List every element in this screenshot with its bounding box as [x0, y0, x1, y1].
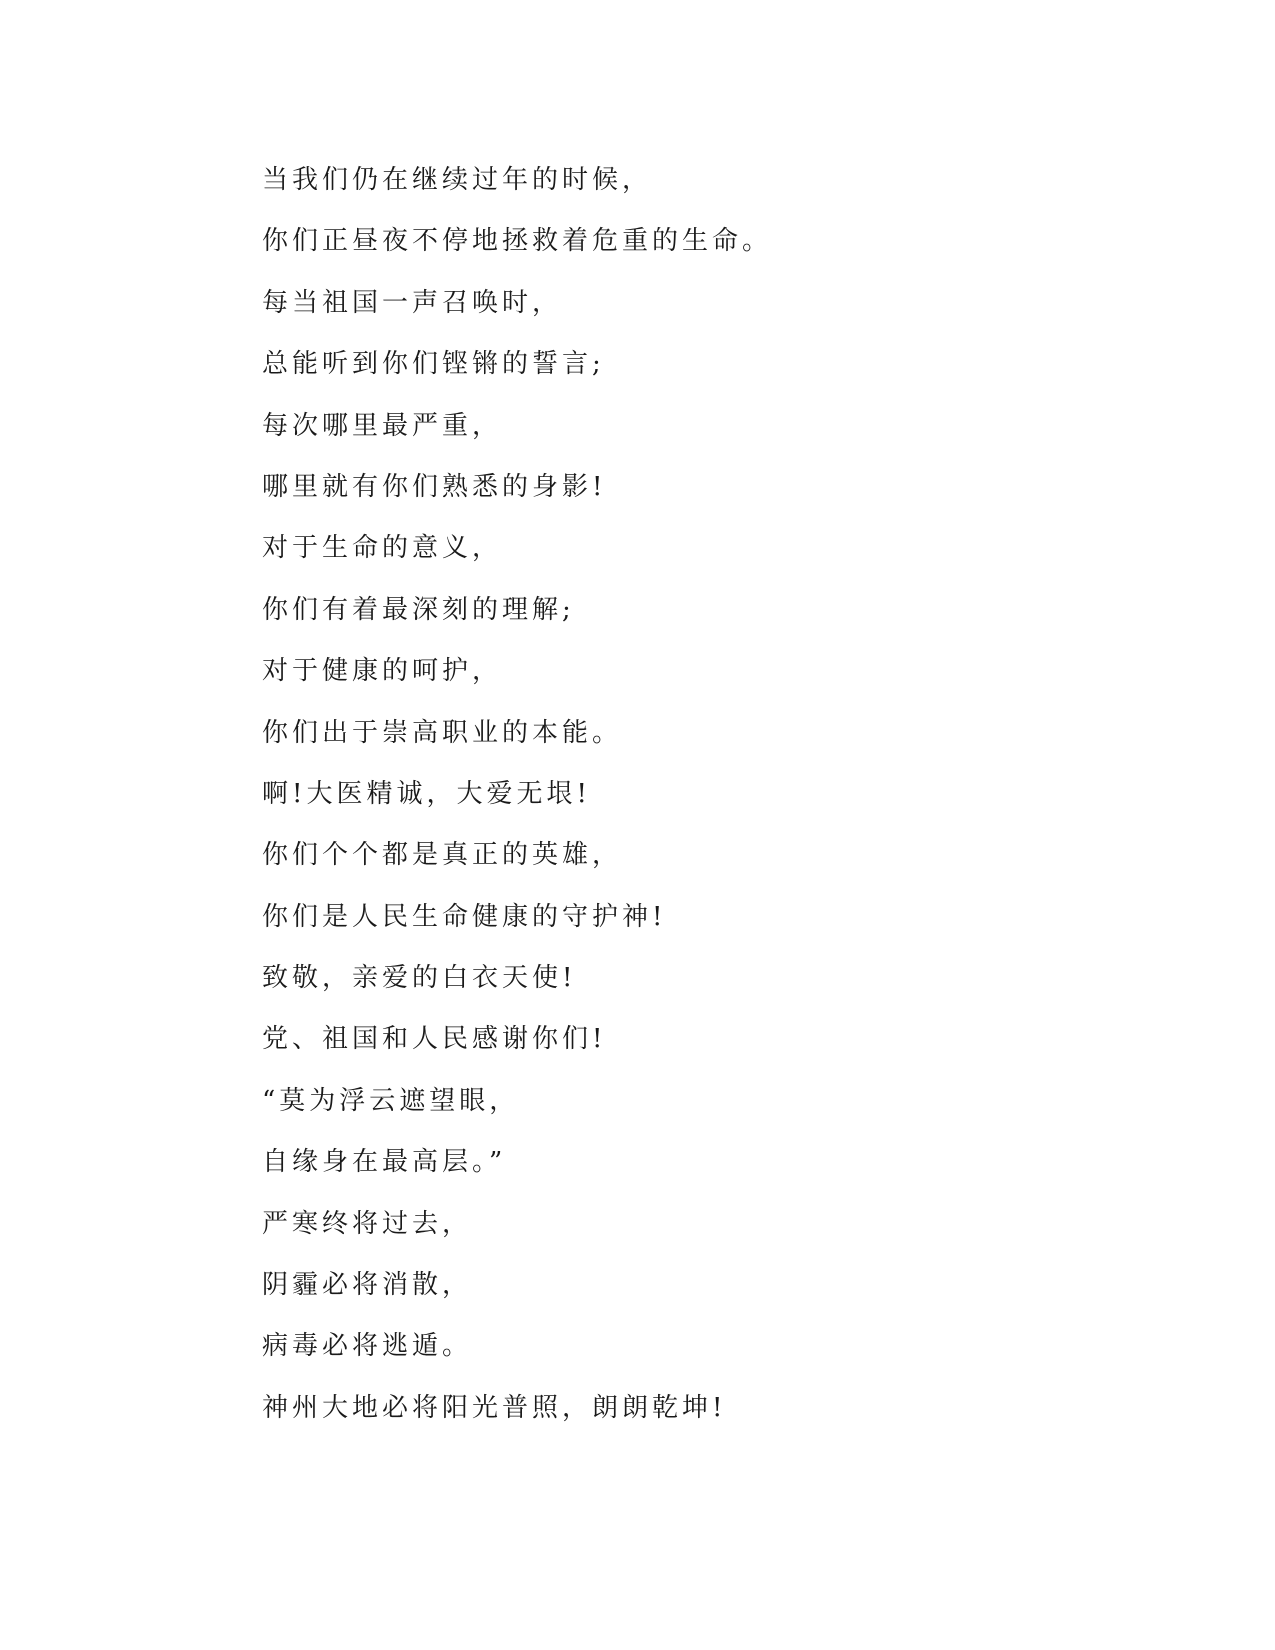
poem-line: 你们个个都是真正的英雄，: [262, 840, 623, 871]
poem-line: 自缘身在最高层。”: [262, 1147, 507, 1178]
poem-line: “莫为浮云遮望眼，: [262, 1085, 520, 1116]
poem-line: 对于生命的意义，: [262, 533, 503, 564]
poem-line: 致敬，亲爱的白衣天使!: [262, 963, 577, 994]
poem-line: 你们是人民生命健康的守护神!: [262, 901, 667, 932]
poem-line: 对于健康的呵护，: [262, 656, 503, 687]
poem-line: 当我们仍在继续过年的时候，: [262, 165, 653, 195]
poem-line: 神州大地必将阳光普照，朗朗乾坤!: [262, 1392, 727, 1423]
poem-line: 你们正昼夜不停地拯救着危重的生命。: [262, 226, 773, 257]
poem-line: 每次哪里最严重，: [262, 410, 503, 441]
poem-line: 你们有着最深刻的理解;: [262, 594, 575, 625]
poem-line: 每当祖国一声召唤时，: [262, 287, 563, 318]
poem-body: [262, 165, 1162, 1454]
poem-line: 哪里就有你们熟悉的身影!: [262, 471, 607, 502]
poem-line: 总能听到你们铿锵的誓言;: [262, 349, 605, 380]
poem-line: 病毒必将逃遁。: [262, 1331, 473, 1362]
poem-line: 严寒终将过去，: [262, 1208, 473, 1239]
poem-line: 你们出于崇高职业的本能。: [262, 717, 623, 748]
poem-line: 阴霾必将消散，: [262, 1270, 473, 1301]
poem-line: 党、祖国和人民感谢你们!: [262, 1024, 607, 1055]
poem-line: 啊!大医精诚，大爱无垠!: [262, 778, 591, 809]
